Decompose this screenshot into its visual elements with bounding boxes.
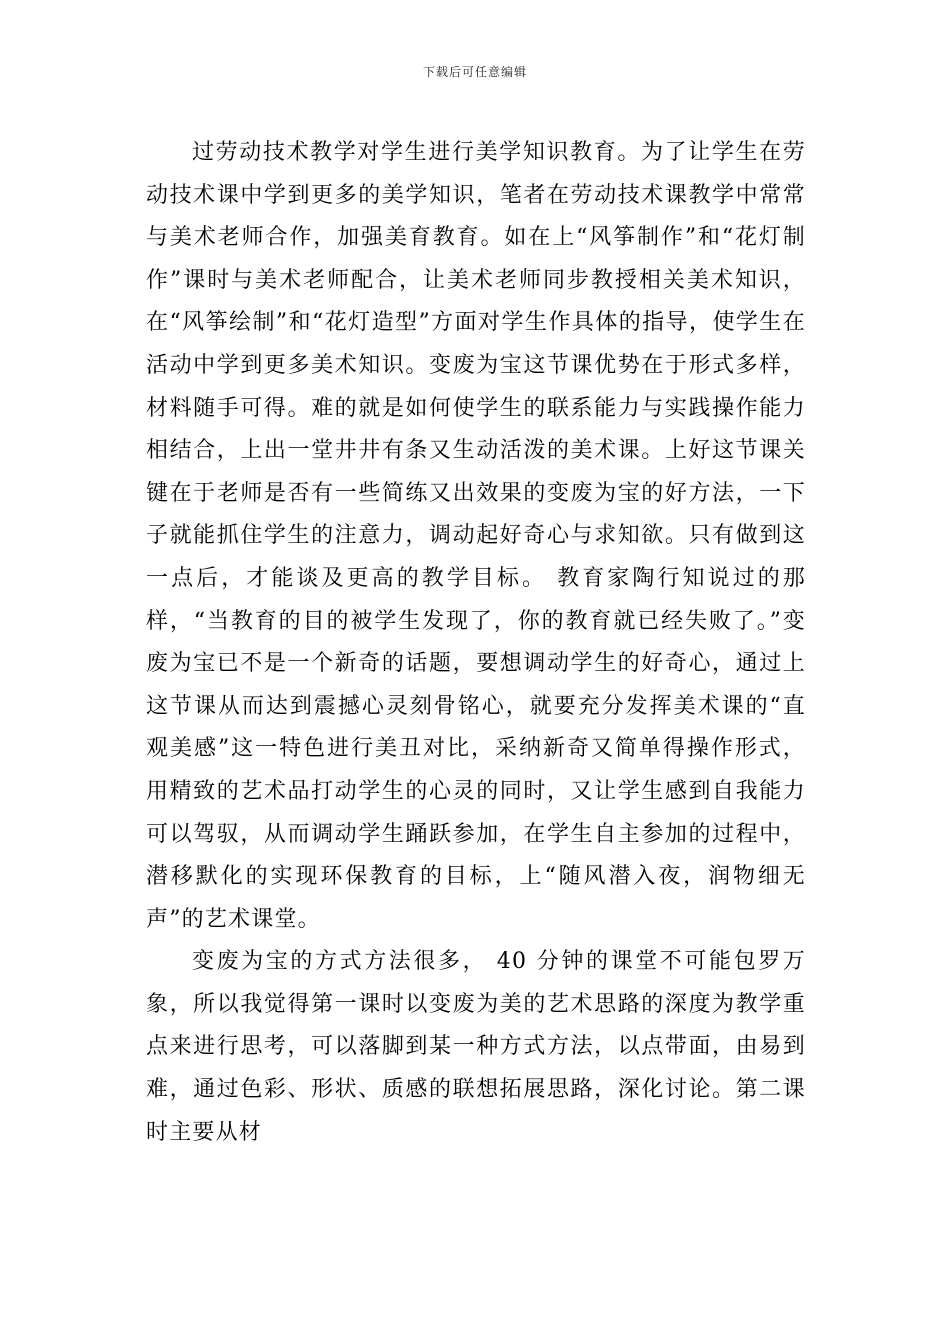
paragraph-1: 过劳动技术教学对学生进行美学知识教育。为了让学生在劳动技术课中学到更多的美学知识，笔者在劳动技术课教学中常常与美术老师合作，加强美育教育。如在上“风筝制作”和“花灯制作”课时与美术老师配合，让美术老师同步教授相关美术知识，在“风筝绘制”和“花灯造型”方面对学生作具体的指导，使学生在活动中学到更多美术知识。变废为宝这节课优势在于形式多样，材料随手可得。难的就是如何使学生的联系能力与实践操作能力相结合，上出一堂井井有条又生动活泼的美术课。上好这节课关键在于老师是否有一些简练又出效果的变废为宝的好方法，一下子就能抓住学生的注意力，调动起好奇心与求知欲。只有做到这一点后，才能谈及更高的教学目标。 教育家陶行知说过的那样，“当教育的目的被学生发现了，你的教育就已经失败了。”变废为宝已不是一个新奇的话题，要想调动学生的好奇心，通过上这节课从而达到震撼心灵刻骨铭心，就要充分发挥美术课的“直观美感”这一特色进行美丑对比，采纳新奇又简单得操作形式，用精致的艺术品打动学生的心灵的同时，又让学生感到自我能力可以驾驭，从而调动学生踊跃参加，在学生自主参加的过程中，潜移默化的实现环保教育的目标，上“随风潜入夜，润物细无声”的艺术课堂。: [146, 140, 806, 932]
paragraph-2: 变废为宝的方式方法很多， 40 分钟的课堂不可能包罗万象，所以我觉得第一课时以变废为美的艺术思路的深度为教学重点来进行思考，可以落脚到某一种方式方法，以点带面，由易到难，通过色彩、形状、质感的联想拓展思路，深化讨论。第二课时主要从材: [146, 949, 806, 1145]
document-body: [146, 132, 806, 1154]
page-header: 下载后可任意编辑: [422, 65, 527, 79]
